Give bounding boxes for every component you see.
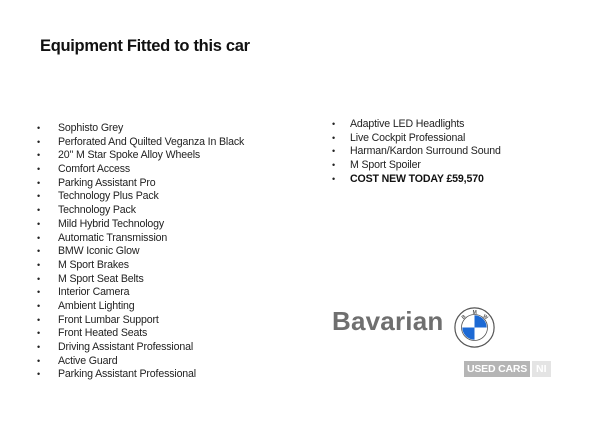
svg-text:W: W — [481, 313, 489, 322]
dealer-logo-text: Bavarian — [332, 306, 444, 336]
bullet-icon — [332, 145, 335, 159]
bullet-icon — [37, 177, 40, 191]
page-title: Equipment Fitted to this car — [40, 37, 250, 55]
bullet-icon — [332, 173, 335, 187]
bullet-icon — [37, 190, 40, 204]
bullet-icon — [37, 341, 40, 355]
bullet-icon — [332, 159, 335, 173]
bullet-icon — [37, 300, 40, 314]
bullet-icon — [37, 259, 40, 273]
bullet-icon — [37, 218, 40, 232]
svg-text:B: B — [460, 313, 468, 321]
bullet-icon — [37, 204, 40, 218]
region-label: NI — [532, 361, 551, 377]
bullet-icon — [37, 368, 40, 382]
bullet-icon — [37, 136, 40, 150]
bullet-icon — [37, 245, 40, 259]
svg-text:M: M — [472, 309, 477, 316]
bullet-icon — [37, 327, 40, 341]
bullet-icon — [37, 232, 40, 246]
bullet-icon — [37, 273, 40, 287]
bullet-icon — [37, 314, 40, 328]
bullet-icon — [37, 163, 40, 177]
used-cars-label: USED CARS — [464, 361, 530, 377]
bullet-icon — [37, 122, 40, 136]
bullet-icon — [332, 118, 335, 132]
used-cars-badge — [464, 361, 551, 377]
bmw-roundel-icon — [454, 307, 495, 348]
bullet-icon — [37, 286, 40, 300]
bullet-icon — [332, 132, 335, 146]
bullet-icon — [37, 355, 40, 369]
bullet-icon — [37, 149, 40, 163]
